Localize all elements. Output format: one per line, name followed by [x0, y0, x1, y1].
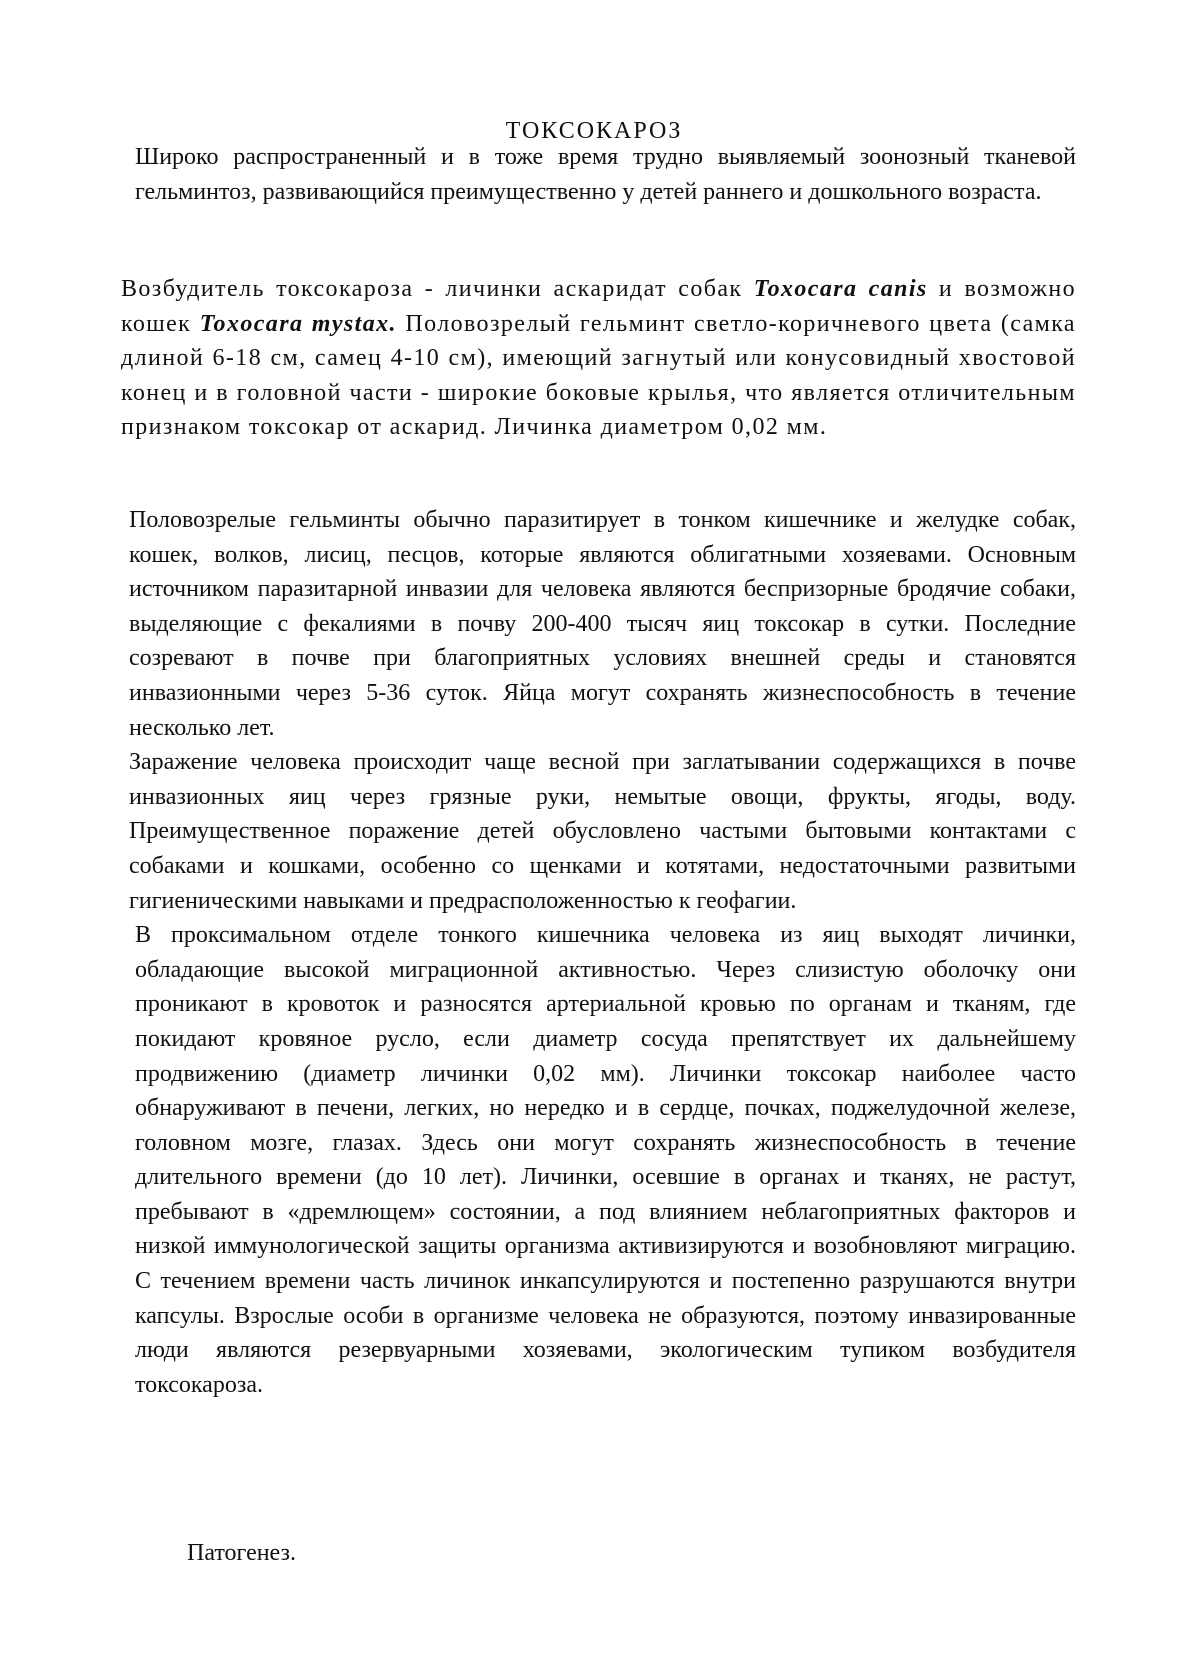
paragraph-text: Широко распространенный и в тоже время трудно выявляемый зоонозный тканевой гельминтоз, развивающийся преимущественно у детей раннего и дошкольного возраста.: [135, 144, 1076, 205]
paragraph-text: Заражение человека происходит чаще весной при заглатывании содержащихся в почве инвазионных яиц через грязные руки, немытые овощи, фрукты, ягоды, воду. Преимущественное поражение детей обусловлено частыми бытовыми контактами с собаками и кошками, особенно со щенками и котятами, недостаточными развитыми гигиеническими навыками и предрасположенностью к геофагии.: [129, 749, 1076, 914]
paragraph-text: Половозрелые гельминты обычно паразитирует в тонком кишечнике и желудке собак, кошек, волков, лисиц, песцов, которые являются облигатными хозяевами. Основным источником паразитарной инвазии для человека являются беспризорные бродячие собаки, выделяющие с фекалиями в почву 200-400 тысяч яиц токсокар в сутки. Последние созревают в почве при благоприятных условиях внешней среды и становятся инвазионными через 5-36 суток. Яйца могут сохранять жизнеспособность в течение несколько лет.: [129, 507, 1076, 741]
document-title: ТОКСОКАРОЗ: [505, 118, 683, 144]
paragraph-text: Половозрелый гельминт светло-коричневого цвета (самка длиной 6-18 см, самец 4-10 см), имеющий загнутый или конусовидный хвостовой конец и в головной части - широкие боковые крылья, что является отличительным признаком токсокар от аскарид. Личинка диаметром 0,02 мм.: [121, 310, 1076, 441]
paragraph-text: и возможно кошек: [121, 276, 1076, 337]
paragraph-hosts: [115, 503, 1076, 1402]
paragraph-pathogen: [115, 272, 1076, 445]
paragraph-text: Возбудитель токсокароза - личинки аскаридат собак: [121, 276, 754, 302]
section-heading-pathogenesis: Патогенез.: [187, 1540, 296, 1566]
paragraph-intro: [115, 140, 1076, 209]
species-name: Toxocara canis: [753, 276, 928, 302]
species-name: Toxocara mystax.: [199, 310, 397, 337]
paragraph-text: В проксимальном отделе тонкого кишечника человека из яиц выходят личинки, обладающие высокой миграционной активностью. Через слизистую оболочку они проникают в кровоток и разносятся артериальной кровью по органам и тканям, где покидают кровяное русло, если диаметр сосуда препятствует их дальнейшему продвижению (диаметр личинки 0,02 мм). Личинки токсокар наиболее часто обнаруживают в печени, легких, но нередко и в сердце, почках, поджелудочной железе, головном мозге, глазах. Здесь они могут сохранять жизнеспособность в течение длительного времени (до 10 лет). Личинки, осевшие в органах и тканях, не растут, пребывают в «дремлющем» состоянии, а под влиянием неблагоприятных факторов и низкой иммунологической защиты организма активизируются и возобновляют миграцию. С течением времени часть личинок инкапсулируются и постепенно разрушаются внутри капсулы. Взрослые особи в организме человека не образуются, поэтому инвазированные люди являются резервуарными хозяевами, экологическим тупиком возбудителя токсокароза.: [135, 922, 1076, 1398]
